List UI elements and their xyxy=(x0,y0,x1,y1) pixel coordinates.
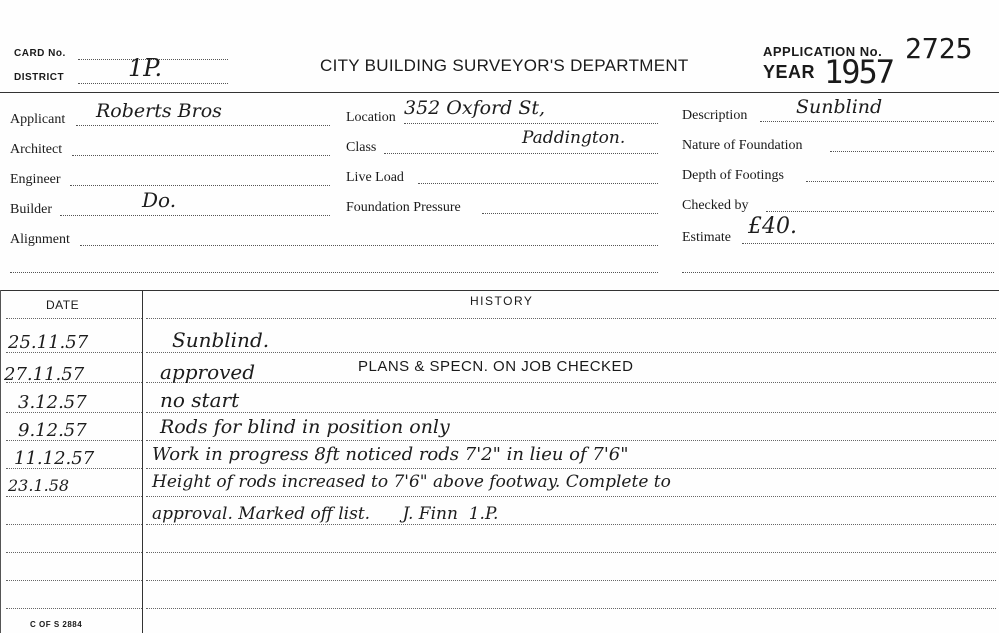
blank-line-left xyxy=(10,272,658,273)
class-line xyxy=(384,153,658,154)
builder-line xyxy=(60,215,330,216)
engineer-label: Engineer xyxy=(10,172,61,187)
estimate-label: Estimate xyxy=(682,230,731,245)
description-line xyxy=(760,121,994,122)
history-rule xyxy=(146,412,996,413)
blank-line-right xyxy=(682,272,994,273)
entry-date: 11.12.57 xyxy=(14,448,95,469)
date-rule xyxy=(6,552,142,553)
date-column-header: DATE xyxy=(46,298,80,312)
history-rule xyxy=(146,468,996,469)
history-rule xyxy=(146,352,996,353)
checked-by-line xyxy=(766,211,994,212)
entry-date: 9.12.57 xyxy=(18,420,87,441)
history-rule xyxy=(146,440,996,441)
entry-history: Height of rods increased to 7'6" above footway. Complete to xyxy=(152,472,671,492)
depth-of-footings-line xyxy=(806,181,994,182)
district-line xyxy=(78,83,228,84)
entry-history: Rods for blind in position only xyxy=(160,416,450,438)
entry-history: Sunblind. xyxy=(172,328,270,352)
application-no-label: APPLICATION No. xyxy=(763,44,883,59)
date-rule xyxy=(6,580,142,581)
depth-of-footings-label: Depth of Footings xyxy=(682,168,784,183)
alignment-label: Alignment xyxy=(10,232,70,247)
estimate-line xyxy=(742,243,994,244)
history-rule xyxy=(146,552,996,553)
architect-label: Architect xyxy=(10,142,63,157)
engineer-line xyxy=(70,185,330,186)
foundation-pressure-label: Foundation Pressure xyxy=(346,200,461,215)
history-rule xyxy=(146,318,996,319)
column-divider xyxy=(142,290,143,633)
live-load-line xyxy=(418,183,658,184)
header-rule xyxy=(0,92,999,93)
applicant-label: Applicant xyxy=(10,112,66,127)
district-value: 1P. xyxy=(128,54,163,82)
entry-history: approval. Marked off list. J. Finn 1.P. xyxy=(152,504,499,524)
entry-stamp: PLANS & SPECN. ON JOB CHECKED xyxy=(358,358,634,375)
history-rule xyxy=(146,580,996,581)
document-title: CITY BUILDING SURVEYOR'S DEPARTMENT xyxy=(320,56,689,75)
location-label: Location xyxy=(346,110,396,125)
checked-by-label: Checked by xyxy=(682,198,749,213)
builder-value: Do. xyxy=(142,188,177,212)
district-label: DISTRICT xyxy=(14,72,65,83)
entry-date: 23.1.58 xyxy=(8,476,70,495)
card-no-label: CARD No. xyxy=(14,48,66,59)
entry-history: no start xyxy=(160,388,240,412)
date-rule xyxy=(6,524,142,525)
estimate-value: £40. xyxy=(748,214,797,239)
description-label: Description xyxy=(682,108,748,123)
entry-date: 25.11.57 xyxy=(8,332,89,353)
form-code: C OF S 2884 xyxy=(30,620,83,629)
description-value: Sunblind xyxy=(796,96,883,118)
live-load-label: Live Load xyxy=(346,170,404,185)
builder-label: Builder xyxy=(10,202,52,217)
date-rule xyxy=(6,496,142,497)
year-label: YEAR xyxy=(763,62,816,82)
alignment-line xyxy=(80,245,658,246)
foundation-pressure-line xyxy=(482,213,658,214)
applicant-value: Roberts Bros xyxy=(96,100,222,122)
entry-history: approved xyxy=(160,360,256,384)
table-top-rule xyxy=(0,290,999,291)
entry-date: 3.12.57 xyxy=(18,392,87,413)
nature-of-foundation-line xyxy=(830,151,994,152)
date-rule xyxy=(6,318,142,319)
architect-line xyxy=(72,155,330,156)
nature-of-foundation-label: Nature of Foundation xyxy=(682,138,803,153)
class-label: Class xyxy=(346,140,377,155)
location-line xyxy=(404,123,658,124)
location-value-line2: Paddington. xyxy=(522,128,626,148)
left-edge xyxy=(0,290,1,633)
date-rule xyxy=(6,608,142,609)
year-value: 1957 xyxy=(824,53,894,91)
entry-history: Work in progress 8ft noticed rods 7'2" in lieu of 7'6" xyxy=(152,444,629,465)
history-rule xyxy=(146,496,996,497)
location-value-line1: 352 Oxford St, xyxy=(404,97,546,119)
applicant-line xyxy=(76,125,330,126)
history-rule xyxy=(146,382,996,383)
history-rule xyxy=(146,608,996,609)
entry-date: 27.11.57 xyxy=(4,364,85,385)
history-rule xyxy=(146,524,996,525)
application-no-value: 2725 xyxy=(905,32,973,65)
history-column-header: HISTORY xyxy=(470,294,534,308)
